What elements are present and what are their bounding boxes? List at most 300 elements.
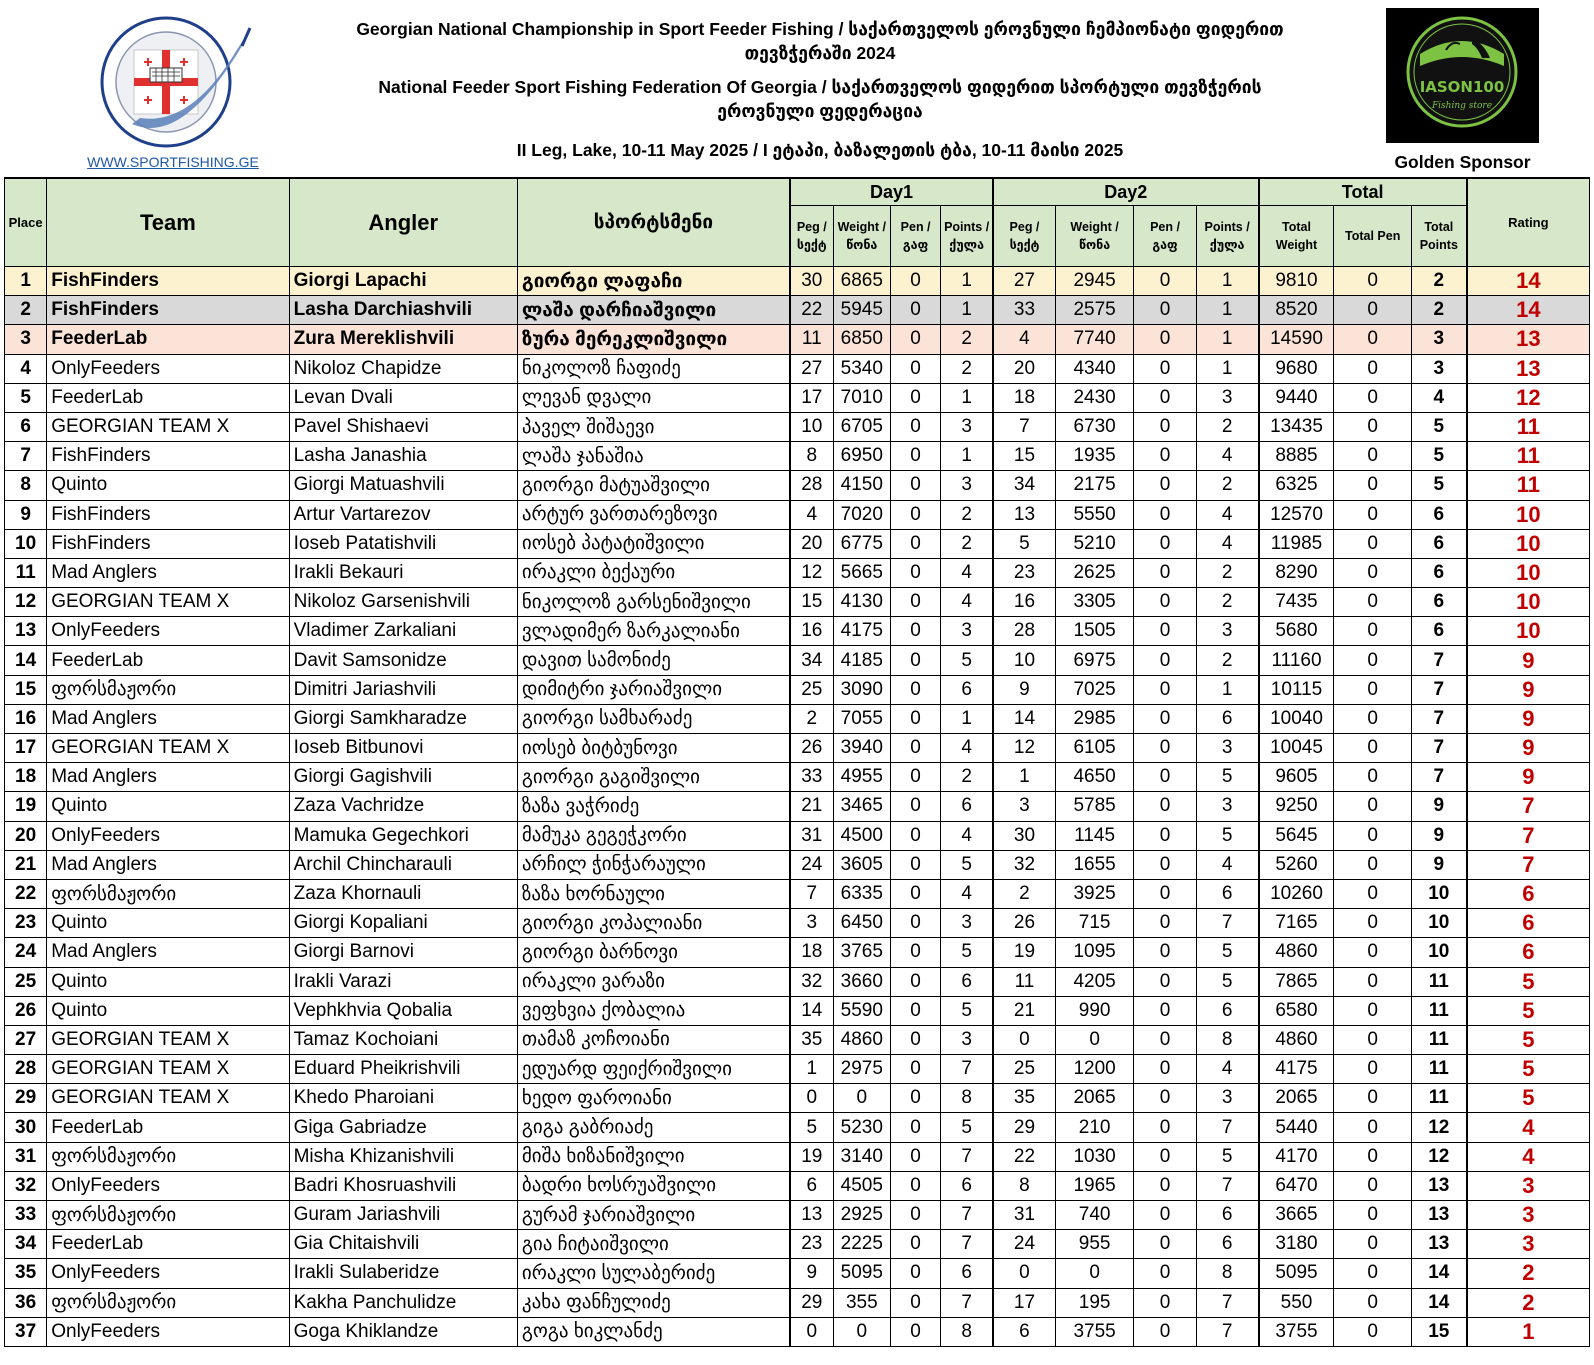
cell-total-weight: 14590 bbox=[1259, 325, 1334, 354]
cell-total-weight: 10040 bbox=[1259, 704, 1334, 733]
cell-pen-day1: 0 bbox=[890, 1055, 940, 1084]
cell-peg-day2: 13 bbox=[993, 500, 1055, 529]
cell-points-day2: 3 bbox=[1196, 383, 1258, 412]
cell-points-day2: 6 bbox=[1196, 1230, 1258, 1259]
cell-points-day2: 6 bbox=[1196, 996, 1258, 1025]
cell-team: FishFinders bbox=[47, 442, 289, 471]
table-row bbox=[5, 1142, 1590, 1171]
cell-total-weight: 2065 bbox=[1259, 1084, 1334, 1113]
cell-team: GEORGIAN TEAM X bbox=[47, 588, 289, 617]
cell-pen-day2: 0 bbox=[1134, 354, 1196, 383]
cell-total-pen: 0 bbox=[1334, 879, 1411, 908]
header-place: Place bbox=[5, 178, 47, 267]
cell-team: Mad Anglers bbox=[47, 850, 289, 879]
cell-rating: 5 bbox=[1467, 1055, 1590, 1084]
cell-total-points: 3 bbox=[1411, 325, 1466, 354]
cell-peg-day2: 15 bbox=[993, 442, 1055, 471]
cell-rating: 5 bbox=[1467, 1025, 1590, 1054]
sponsor-logo-text: IASON100 bbox=[1419, 78, 1505, 96]
cell-points-day2: 6 bbox=[1196, 1201, 1258, 1230]
cell-pen-day2: 0 bbox=[1134, 763, 1196, 792]
table-row bbox=[5, 1259, 1590, 1288]
cell-angler-geo: ნიკოლოზ ჩაფიძე bbox=[517, 354, 790, 383]
cell-angler-geo: ლაშა ჯანაშია bbox=[517, 442, 790, 471]
cell-weight-day2: 990 bbox=[1055, 996, 1133, 1025]
cell-peg-day1: 1 bbox=[790, 1055, 833, 1084]
cell-total-weight: 11160 bbox=[1259, 646, 1334, 675]
cell-peg-day2: 18 bbox=[993, 383, 1055, 412]
cell-pen-day1: 0 bbox=[890, 1142, 940, 1171]
cell-total-pen: 0 bbox=[1334, 909, 1411, 938]
table-row bbox=[5, 442, 1590, 471]
cell-points-day1: 2 bbox=[941, 500, 993, 529]
cell-angler-geo: ლაშა დარჩიაშვილი bbox=[517, 296, 790, 325]
cell-peg-day1: 6 bbox=[790, 1171, 833, 1200]
table-row bbox=[5, 500, 1590, 529]
cell-angler-geo: გიორგი მატუაშვილი bbox=[517, 471, 790, 500]
cell-weight-day2: 210 bbox=[1055, 1113, 1133, 1142]
header-points-day1: Points / ქულა bbox=[941, 206, 993, 267]
cell-rating: 6 bbox=[1467, 879, 1590, 908]
cell-total-points: 11 bbox=[1411, 1025, 1466, 1054]
cell-peg-day2: 1 bbox=[993, 763, 1055, 792]
cell-points-day1: 1 bbox=[941, 267, 993, 296]
cell-pen-day2: 0 bbox=[1134, 1201, 1196, 1230]
cell-angler-geo: გიორგი ბარნოვი bbox=[517, 938, 790, 967]
cell-team: OnlyFeeders bbox=[47, 354, 289, 383]
cell-place: 15 bbox=[5, 675, 47, 704]
cell-team: OnlyFeeders bbox=[47, 1171, 289, 1200]
cell-points-day1: 5 bbox=[941, 646, 993, 675]
cell-total-points: 3 bbox=[1411, 354, 1466, 383]
cell-angler-geo: გიორგი ლაფაჩი bbox=[517, 267, 790, 296]
cell-points-day2: 7 bbox=[1196, 1113, 1258, 1142]
cell-peg-day1: 17 bbox=[790, 383, 833, 412]
cell-pen-day2: 0 bbox=[1134, 792, 1196, 821]
cell-rating: 3 bbox=[1467, 1171, 1590, 1200]
cell-points-day1: 6 bbox=[941, 967, 993, 996]
cell-peg-day2: 3 bbox=[993, 792, 1055, 821]
cell-angler-geo: იოსებ ბიტბუნოვი bbox=[517, 734, 790, 763]
cell-total-pen: 0 bbox=[1334, 354, 1411, 383]
cell-points-day2: 7 bbox=[1196, 1288, 1258, 1317]
cell-points-day2: 1 bbox=[1196, 325, 1258, 354]
cell-points-day1: 6 bbox=[941, 1171, 993, 1200]
cell-total-weight: 4860 bbox=[1259, 1025, 1334, 1054]
cell-angler: Eduard Pheikrishvili bbox=[289, 1055, 517, 1084]
cell-angler-geo: ვეფხვია ქობალია bbox=[517, 996, 790, 1025]
cell-points-day2: 7 bbox=[1196, 1171, 1258, 1200]
cell-weight-day1: 6865 bbox=[833, 267, 890, 296]
cell-peg-day1: 4 bbox=[790, 500, 833, 529]
cell-rating: 9 bbox=[1467, 734, 1590, 763]
cell-angler: Irakli Sulaberidze bbox=[289, 1259, 517, 1288]
cell-total-pen: 0 bbox=[1334, 267, 1411, 296]
cell-pen-day2: 0 bbox=[1134, 1259, 1196, 1288]
leg-info: II Leg, Lake, 10-11 May 2025 / I ეტაპი, ბაზალეთის ტბა, 10-11 მაისი 2025 bbox=[516, 140, 1124, 160]
cell-weight-day2: 1145 bbox=[1055, 821, 1133, 850]
cell-total-pen: 0 bbox=[1334, 850, 1411, 879]
cell-total-weight: 12570 bbox=[1259, 500, 1334, 529]
cell-points-day1: 1 bbox=[941, 704, 993, 733]
table-row bbox=[5, 1025, 1590, 1054]
cell-peg-day2: 25 bbox=[993, 1055, 1055, 1084]
sponsor-logo-subtext: Fishing store bbox=[1431, 101, 1493, 111]
cell-points-day2: 3 bbox=[1196, 1084, 1258, 1113]
cell-angler-geo: კახა ფანჩულიძე bbox=[517, 1288, 790, 1317]
cell-points-day2: 3 bbox=[1196, 617, 1258, 646]
cell-points-day1: 7 bbox=[941, 1288, 993, 1317]
cell-pen-day2: 0 bbox=[1134, 646, 1196, 675]
cell-angler-geo: მამუკა გეგეჭკორი bbox=[517, 821, 790, 850]
cell-peg-day1: 31 bbox=[790, 821, 833, 850]
cell-weight-day1: 5340 bbox=[833, 354, 890, 383]
header-total-pen: Total Pen bbox=[1334, 206, 1411, 267]
cell-rating: 10 bbox=[1467, 529, 1590, 558]
cell-weight-day2: 4205 bbox=[1055, 967, 1133, 996]
cell-rating: 10 bbox=[1467, 500, 1590, 529]
table-row bbox=[5, 267, 1590, 296]
cell-angler-geo: ზაზა ხორნაული bbox=[517, 879, 790, 908]
cell-angler-geo: პაველ შიშაევი bbox=[517, 412, 790, 441]
table-row bbox=[5, 967, 1590, 996]
cell-points-day1: 1 bbox=[941, 442, 993, 471]
cell-total-points: 7 bbox=[1411, 734, 1466, 763]
cell-points-day1: 6 bbox=[941, 1259, 993, 1288]
cell-total-points: 6 bbox=[1411, 588, 1466, 617]
cell-peg-day2: 22 bbox=[993, 1142, 1055, 1171]
cell-total-pen: 0 bbox=[1334, 1201, 1411, 1230]
cell-total-pen: 0 bbox=[1334, 296, 1411, 325]
cell-angler: Mamuka Gegechkori bbox=[289, 821, 517, 850]
cell-points-day1: 8 bbox=[941, 1084, 993, 1113]
cell-angler-geo: ედუარდ ფეიქრიშვილი bbox=[517, 1055, 790, 1084]
cell-pen-day1: 0 bbox=[890, 996, 940, 1025]
cell-weight-day1: 5945 bbox=[833, 296, 890, 325]
cell-total-weight: 8520 bbox=[1259, 296, 1334, 325]
cell-weight-day1: 6450 bbox=[833, 909, 890, 938]
cell-pen-day1: 0 bbox=[890, 1317, 940, 1346]
header-team: Team bbox=[47, 178, 289, 267]
cell-team: ფორსმაჟორი bbox=[47, 675, 289, 704]
championship-title: Georgian National Championship in Sport Feeder Fishing / საქართველოს ეროვნული ჩემპიონატი ფიდერით bbox=[356, 19, 1284, 39]
cell-weight-day2: 1935 bbox=[1055, 442, 1133, 471]
cell-total-weight: 9440 bbox=[1259, 383, 1334, 412]
cell-pen-day2: 0 bbox=[1134, 267, 1196, 296]
table-row bbox=[5, 325, 1590, 354]
cell-total-pen: 0 bbox=[1334, 558, 1411, 587]
cell-rating: 7 bbox=[1467, 821, 1590, 850]
cell-pen-day2: 0 bbox=[1134, 1171, 1196, 1200]
cell-angler-geo: ბადრი ხოსრუაშვილი bbox=[517, 1171, 790, 1200]
cell-place: 19 bbox=[5, 792, 47, 821]
cell-total-points: 6 bbox=[1411, 500, 1466, 529]
cell-pen-day1: 0 bbox=[890, 529, 940, 558]
cell-place: 2 bbox=[5, 296, 47, 325]
cell-rating: 14 bbox=[1467, 296, 1590, 325]
cell-peg-day1: 3 bbox=[790, 909, 833, 938]
cell-pen-day1: 0 bbox=[890, 879, 940, 908]
cell-peg-day1: 23 bbox=[790, 1230, 833, 1259]
cell-team: OnlyFeeders bbox=[47, 1259, 289, 1288]
cell-rating: 2 bbox=[1467, 1259, 1590, 1288]
cell-total-weight: 9680 bbox=[1259, 354, 1334, 383]
cell-weight-day2: 2430 bbox=[1055, 383, 1133, 412]
cell-peg-day2: 0 bbox=[993, 1025, 1055, 1054]
cell-rating: 10 bbox=[1467, 617, 1590, 646]
cell-peg-day2: 27 bbox=[993, 267, 1055, 296]
table-row bbox=[5, 1084, 1590, 1113]
cell-total-pen: 0 bbox=[1334, 471, 1411, 500]
cell-total-points: 6 bbox=[1411, 617, 1466, 646]
cell-total-pen: 0 bbox=[1334, 1113, 1411, 1142]
cell-team: GEORGIAN TEAM X bbox=[47, 1084, 289, 1113]
cell-team: Quinto bbox=[47, 996, 289, 1025]
cell-angler-geo: გია ჩიტაიშვილი bbox=[517, 1230, 790, 1259]
header-day1: Day1 bbox=[790, 178, 993, 206]
cell-weight-day2: 0 bbox=[1055, 1259, 1133, 1288]
championship-title-cont: თევზჭერაში 2024 bbox=[744, 43, 896, 63]
cell-weight-day2: 3755 bbox=[1055, 1317, 1133, 1346]
cell-rating: 7 bbox=[1467, 792, 1590, 821]
cell-total-pen: 0 bbox=[1334, 1171, 1411, 1200]
cell-peg-day1: 27 bbox=[790, 354, 833, 383]
cell-pen-day2: 0 bbox=[1134, 938, 1196, 967]
cell-peg-day2: 26 bbox=[993, 909, 1055, 938]
cell-team: FeederLab bbox=[47, 1230, 289, 1259]
cell-weight-day2: 4650 bbox=[1055, 763, 1133, 792]
cell-total-pen: 0 bbox=[1334, 704, 1411, 733]
header-points-day2: Points / ქულა bbox=[1196, 206, 1258, 267]
cell-peg-day2: 4 bbox=[993, 325, 1055, 354]
cell-place: 28 bbox=[5, 1055, 47, 1084]
cell-pen-day2: 0 bbox=[1134, 588, 1196, 617]
website-link[interactable]: WWW.SPORTFISHING.GE bbox=[87, 154, 259, 170]
cell-team: OnlyFeeders bbox=[47, 617, 289, 646]
cell-total-points: 15 bbox=[1411, 1317, 1466, 1346]
cell-angler: Nikoloz Garsenishvili bbox=[289, 588, 517, 617]
cell-rating: 10 bbox=[1467, 558, 1590, 587]
table-row bbox=[5, 1055, 1590, 1084]
table-row bbox=[5, 1201, 1590, 1230]
cell-total-weight: 11985 bbox=[1259, 529, 1334, 558]
cell-points-day2: 2 bbox=[1196, 558, 1258, 587]
cell-angler-geo: ხედო ფაროიანი bbox=[517, 1084, 790, 1113]
cell-pen-day1: 0 bbox=[890, 792, 940, 821]
cell-peg-day1: 16 bbox=[790, 617, 833, 646]
cell-team: ფორსმაჟორი bbox=[47, 879, 289, 908]
cell-peg-day2: 29 bbox=[993, 1113, 1055, 1142]
cell-angler: Guram Jariashvili bbox=[289, 1201, 517, 1230]
cell-angler: Giga Gabriadze bbox=[289, 1113, 517, 1142]
federation-title-cont: ეროვნული ფედერაცია bbox=[717, 101, 923, 121]
cell-weight-day2: 4340 bbox=[1055, 354, 1133, 383]
cell-place: 18 bbox=[5, 763, 47, 792]
cell-rating: 5 bbox=[1467, 1084, 1590, 1113]
cell-points-day2: 5 bbox=[1196, 967, 1258, 996]
cell-points-day1: 7 bbox=[941, 1230, 993, 1259]
cell-total-weight: 3665 bbox=[1259, 1201, 1334, 1230]
cell-rating: 11 bbox=[1467, 412, 1590, 441]
cell-weight-day1: 3605 bbox=[833, 850, 890, 879]
cell-rating: 14 bbox=[1467, 267, 1590, 296]
cell-pen-day2: 0 bbox=[1134, 879, 1196, 908]
cell-weight-day2: 2985 bbox=[1055, 704, 1133, 733]
table-row bbox=[5, 383, 1590, 412]
cell-angler: Giorgi Matuashvili bbox=[289, 471, 517, 500]
header-angler-geo: სპორტსმენი bbox=[517, 178, 790, 267]
cell-weight-day1: 355 bbox=[833, 1288, 890, 1317]
cell-peg-day2: 17 bbox=[993, 1288, 1055, 1317]
cell-total-pen: 0 bbox=[1334, 529, 1411, 558]
cell-pen-day2: 0 bbox=[1134, 442, 1196, 471]
cell-place: 27 bbox=[5, 1025, 47, 1054]
cell-weight-day2: 1030 bbox=[1055, 1142, 1133, 1171]
cell-peg-day1: 29 bbox=[790, 1288, 833, 1317]
cell-angler: Goga Khiklandze bbox=[289, 1317, 517, 1346]
cell-peg-day1: 35 bbox=[790, 1025, 833, 1054]
cell-weight-day1: 7020 bbox=[833, 500, 890, 529]
cell-total-pen: 0 bbox=[1334, 412, 1411, 441]
cell-weight-day1: 0 bbox=[833, 1084, 890, 1113]
cell-total-pen: 0 bbox=[1334, 821, 1411, 850]
cell-peg-day1: 33 bbox=[790, 763, 833, 792]
cell-total-weight: 10045 bbox=[1259, 734, 1334, 763]
cell-pen-day1: 0 bbox=[890, 821, 940, 850]
cell-angler-geo: არტურ ვართარეზოვი bbox=[517, 500, 790, 529]
cell-weight-day2: 3305 bbox=[1055, 588, 1133, 617]
cell-total-points: 7 bbox=[1411, 675, 1466, 704]
cell-place: 25 bbox=[5, 967, 47, 996]
cell-peg-day2: 28 bbox=[993, 617, 1055, 646]
cell-total-weight: 3755 bbox=[1259, 1317, 1334, 1346]
cell-weight-day1: 4130 bbox=[833, 588, 890, 617]
cell-points-day1: 5 bbox=[941, 850, 993, 879]
cell-peg-day1: 34 bbox=[790, 646, 833, 675]
cell-total-weight: 5680 bbox=[1259, 617, 1334, 646]
cell-place: 34 bbox=[5, 1230, 47, 1259]
federation-logo bbox=[92, 6, 252, 158]
cell-pen-day1: 0 bbox=[890, 617, 940, 646]
cell-total-weight: 7165 bbox=[1259, 909, 1334, 938]
cell-team: Mad Anglers bbox=[47, 763, 289, 792]
table-row bbox=[5, 296, 1590, 325]
cell-peg-day1: 7 bbox=[790, 879, 833, 908]
cell-weight-day1: 3140 bbox=[833, 1142, 890, 1171]
cell-team: GEORGIAN TEAM X bbox=[47, 1025, 289, 1054]
table-row bbox=[5, 821, 1590, 850]
cell-points-day2: 5 bbox=[1196, 1142, 1258, 1171]
cell-weight-day2: 740 bbox=[1055, 1201, 1133, 1230]
cell-points-day2: 5 bbox=[1196, 763, 1258, 792]
cell-total-points: 13 bbox=[1411, 1171, 1466, 1200]
cell-angler: Artur Vartarezov bbox=[289, 500, 517, 529]
cell-weight-day2: 1505 bbox=[1055, 617, 1133, 646]
cell-points-day2: 6 bbox=[1196, 879, 1258, 908]
cell-total-pen: 0 bbox=[1334, 1259, 1411, 1288]
cell-total-points: 7 bbox=[1411, 763, 1466, 792]
cell-total-weight: 4175 bbox=[1259, 1055, 1334, 1084]
cell-total-points: 13 bbox=[1411, 1230, 1466, 1259]
cell-pen-day1: 0 bbox=[890, 383, 940, 412]
cell-points-day1: 3 bbox=[941, 412, 993, 441]
cell-total-points: 11 bbox=[1411, 996, 1466, 1025]
cell-pen-day1: 0 bbox=[890, 967, 940, 996]
cell-angler: Giorgi Samkharadze bbox=[289, 704, 517, 733]
cell-angler: Zaza Khornauli bbox=[289, 879, 517, 908]
cell-rating: 11 bbox=[1467, 471, 1590, 500]
header-peg-day1: Peg / სექტ bbox=[790, 206, 833, 267]
cell-weight-day2: 2175 bbox=[1055, 471, 1133, 500]
cell-total-weight: 13435 bbox=[1259, 412, 1334, 441]
cell-place: 10 bbox=[5, 529, 47, 558]
cell-points-day2: 6 bbox=[1196, 704, 1258, 733]
cell-angler: Nikoloz Chapidze bbox=[289, 354, 517, 383]
cell-team: OnlyFeeders bbox=[47, 1317, 289, 1346]
cell-points-day2: 3 bbox=[1196, 792, 1258, 821]
cell-rating: 6 bbox=[1467, 909, 1590, 938]
header-weight-day2: Weight / წონა bbox=[1055, 206, 1133, 267]
cell-team: GEORGIAN TEAM X bbox=[47, 1055, 289, 1084]
table-row bbox=[5, 1317, 1590, 1346]
cell-pen-day1: 0 bbox=[890, 1171, 940, 1200]
cell-weight-day1: 3465 bbox=[833, 792, 890, 821]
cell-total-weight: 9250 bbox=[1259, 792, 1334, 821]
cell-total-pen: 0 bbox=[1334, 646, 1411, 675]
cell-pen-day2: 0 bbox=[1134, 1230, 1196, 1259]
table-row bbox=[5, 412, 1590, 441]
cell-weight-day1: 4150 bbox=[833, 471, 890, 500]
cell-pen-day1: 0 bbox=[890, 909, 940, 938]
cell-angler: Vephkhvia Qobalia bbox=[289, 996, 517, 1025]
cell-angler-geo: გოგა ხიკლანძე bbox=[517, 1317, 790, 1346]
cell-total-weight: 5440 bbox=[1259, 1113, 1334, 1142]
cell-weight-day2: 1965 bbox=[1055, 1171, 1133, 1200]
cell-pen-day2: 0 bbox=[1134, 967, 1196, 996]
cell-weight-day2: 6105 bbox=[1055, 734, 1133, 763]
cell-pen-day1: 0 bbox=[890, 558, 940, 587]
cell-place: 14 bbox=[5, 646, 47, 675]
cell-points-day1: 4 bbox=[941, 821, 993, 850]
cell-rating: 12 bbox=[1467, 383, 1590, 412]
cell-pen-day2: 0 bbox=[1134, 996, 1196, 1025]
cell-place: 6 bbox=[5, 412, 47, 441]
cell-weight-day1: 5230 bbox=[833, 1113, 890, 1142]
cell-peg-day1: 0 bbox=[790, 1084, 833, 1113]
table-row bbox=[5, 529, 1590, 558]
cell-points-day1: 5 bbox=[941, 996, 993, 1025]
sponsor-caption: Golden Sponsor bbox=[1394, 152, 1531, 172]
cell-weight-day1: 3660 bbox=[833, 967, 890, 996]
cell-total-points: 13 bbox=[1411, 1201, 1466, 1230]
cell-angler: Misha Khizanishvili bbox=[289, 1142, 517, 1171]
cell-peg-day1: 5 bbox=[790, 1113, 833, 1142]
cell-place: 23 bbox=[5, 909, 47, 938]
cell-total-weight: 4860 bbox=[1259, 938, 1334, 967]
cell-peg-day2: 32 bbox=[993, 850, 1055, 879]
cell-place: 21 bbox=[5, 850, 47, 879]
cell-angler: Archil Chincharauli bbox=[289, 850, 517, 879]
cell-pen-day1: 0 bbox=[890, 1288, 940, 1317]
cell-peg-day1: 30 bbox=[790, 267, 833, 296]
cell-place: 1 bbox=[5, 267, 47, 296]
cell-peg-day1: 28 bbox=[790, 471, 833, 500]
cell-weight-day2: 7025 bbox=[1055, 675, 1133, 704]
cell-points-day1: 4 bbox=[941, 879, 993, 908]
cell-pen-day2: 0 bbox=[1134, 704, 1196, 733]
cell-angler: Davit Samsonidze bbox=[289, 646, 517, 675]
cell-angler-geo: გიორგი გაგიშვილი bbox=[517, 763, 790, 792]
